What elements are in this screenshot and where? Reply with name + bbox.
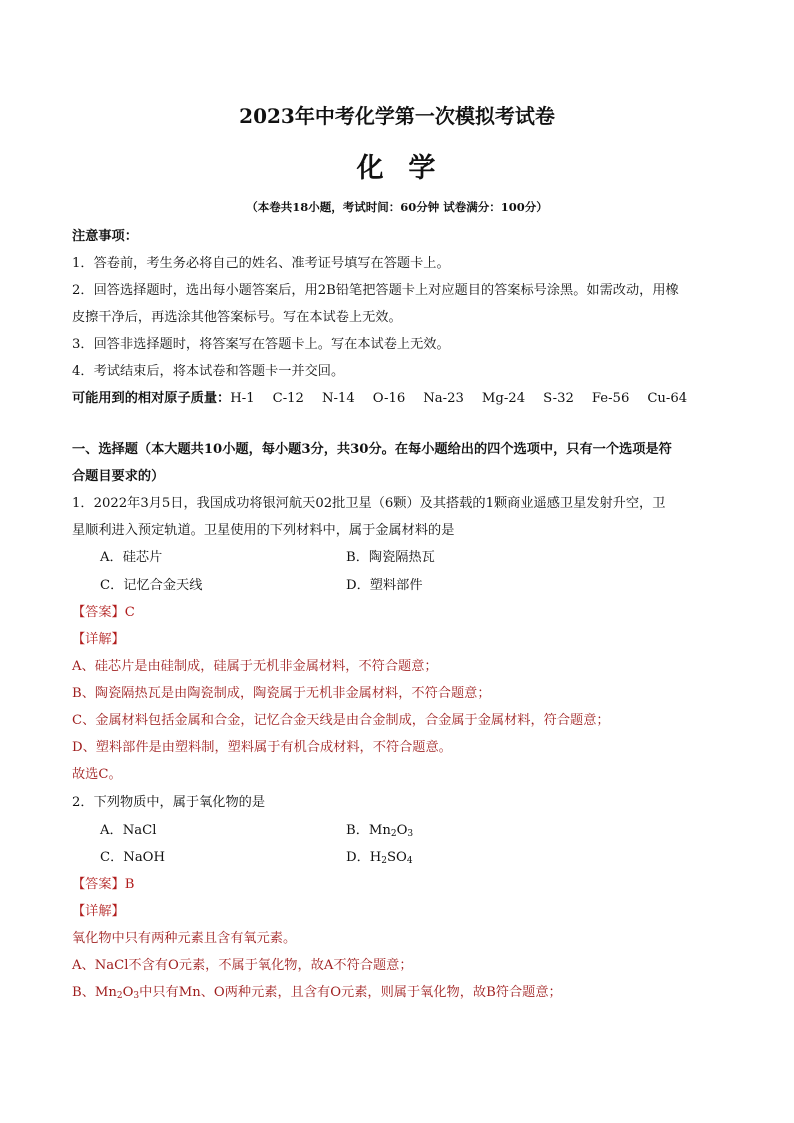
atomic-mass: Na-23 — [423, 391, 464, 406]
q2-explanation: A、NaCl不含有O元素，不属于氧化物，故A不符合题意； — [72, 958, 413, 973]
question-2-stem: 2．下列物质中，属于氧化物的是 — [72, 795, 266, 810]
q1-explanation: C、金属材料包括金属和合金，记忆合金天线是由合金制成，合金属于金属材料，符合题意； — [72, 713, 610, 728]
atomic-mass: Cu-64 — [647, 391, 688, 406]
q2-option-d: D．$H_2SO_4$ — [346, 850, 413, 866]
atomic-mass: S-32 — [543, 391, 574, 406]
question-1-stem: 1．2022年3月5日，我国成功将银河航天02批卫星（6颗）及其搭载的1颗商业遥感卫星发射升空，卫 — [72, 496, 666, 511]
exam-info: （本卷共18小题，考试时间：60分钟 试卷满分：100分） — [246, 200, 548, 214]
q2-explanation: 氧化物中只有两种元素且含有氧元素。 — [72, 931, 297, 946]
question-1-stem-cont: 星顺利进入预定轨道。卫星使用的下列材料中，属于金属材料的是 — [72, 523, 455, 538]
q1-explanation: B、陶瓷隔热瓦是由陶瓷制成，陶瓷属于无机非金属材料，不符合题意； — [72, 686, 491, 701]
atomic-mass: H-1 — [230, 391, 255, 406]
q2-answer: 【答案】B — [72, 877, 135, 892]
note-item: 2．回答选择题时，选出每小题答案后，用2B铅笔把答题卡上对应题目的答案标号涂黑。如需改动，用橡 — [72, 283, 679, 298]
notes-heading: 注意事项： — [72, 229, 138, 244]
atomic-mass-line — [72, 390, 705, 408]
note-item: 皮擦干净后，再选涂其他答案标号。写在本试卷上无效。 — [72, 310, 402, 325]
q1-option-c: C．记忆合金天线 — [100, 578, 203, 593]
atomic-mass: N-14 — [321, 391, 355, 406]
section-heading: 一、选择题（本大题共10小题，每小题3分，共30分。在每小题给出的四个选项中，只有一个选项是符 — [72, 442, 672, 457]
q2-explanation: B、$Mn_2O_3$中只有Mn、O两种元素，且含有O元素，则属于氧化物，故B符合题意； — [72, 985, 562, 1001]
atomic-mass: Mg-24 — [481, 391, 526, 406]
note-item: 4．考试结束后，将本试卷和答题卡一并交回。 — [72, 364, 345, 379]
q1-explanation: A、硅芯片是由硅制成，硅属于无机非金属材料，不符合题意； — [72, 659, 438, 674]
q1-detail-label: 【详解】 — [72, 632, 125, 647]
q2-option-a: A．NaCl — [100, 823, 157, 838]
atomic-mass: C-12 — [272, 391, 304, 406]
note-item: 3．回答非选择题时，将答案写在答题卡上。写在本试卷上无效。 — [72, 337, 450, 352]
atomic-mass: O-16 — [372, 391, 406, 406]
section-heading-cont: 合题目要求的） — [72, 469, 165, 484]
q1-option-d: D．塑料部件 — [346, 578, 423, 593]
q2-option-b: B．$Mn_2O_3$ — [346, 823, 414, 839]
q1-option-b: B．陶瓷隔热瓦 — [346, 550, 435, 565]
q1-answer: 【答案】C — [72, 605, 135, 620]
q1-conclusion: 故选C。 — [72, 767, 122, 782]
q1-explanation: D、塑料部件是由塑料制，塑料属于有机合成材料，不符合题意。 — [72, 740, 452, 755]
note-item: 1．答卷前，考生务必将自己的姓名、准考证号填写在答题卡上。 — [72, 256, 450, 271]
q2-option-c: C．NaOH — [100, 850, 165, 865]
q2-detail-label: 【详解】 — [72, 904, 125, 919]
atomic-mass-label: 可能用到的相对原子质量： — [72, 391, 231, 406]
atomic-mass: Fe-56 — [591, 391, 630, 406]
q1-option-a: A．硅芯片 — [100, 550, 163, 565]
exam-title: 2023年中考化学第一次模拟考试卷 — [239, 104, 555, 128]
subject-title: 化 学 — [356, 153, 438, 184]
